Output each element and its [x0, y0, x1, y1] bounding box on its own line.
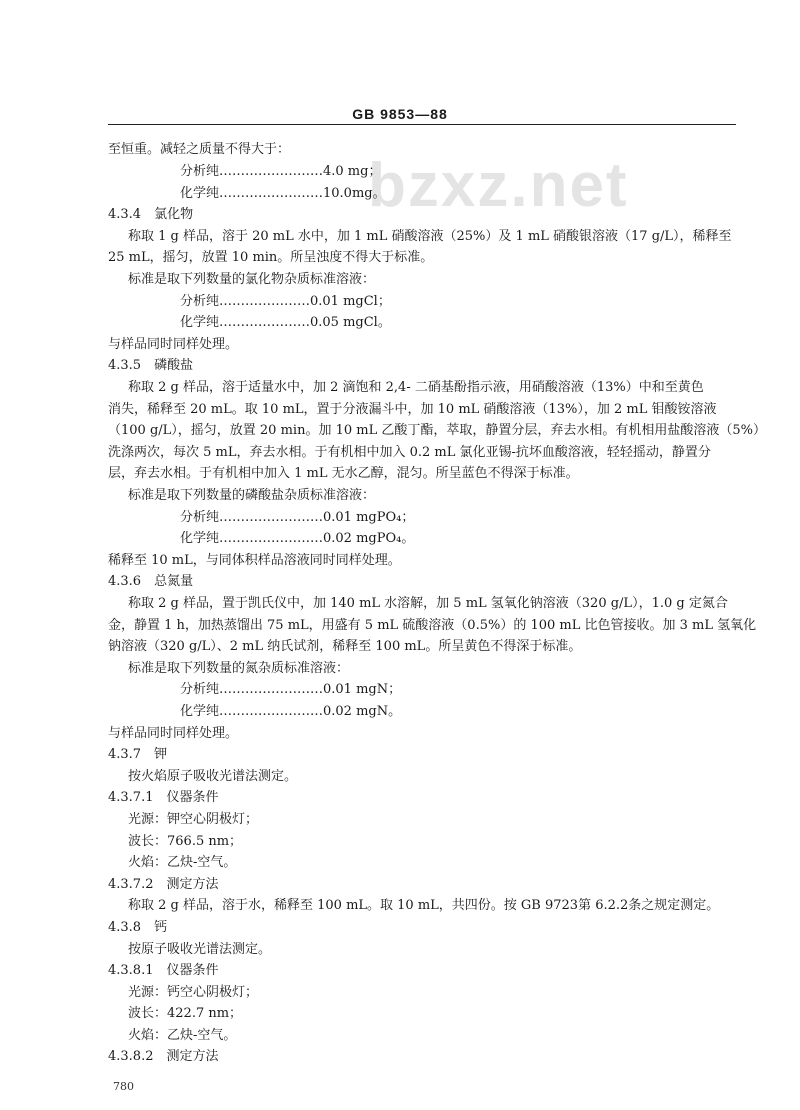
- text-line: 称取 2 g 样品，溶于水，稀释至 100 mL。取 10 mL，共四份。按 GB 9723第 6.2.2条之规定测定。: [128, 898, 720, 913]
- text-line: 分析纯……………………0.01 mgN；: [180, 682, 402, 697]
- text-line: 光源：钾空心阴极灯；: [128, 812, 259, 827]
- text-line: 火焰：乙炔-空气。: [128, 1028, 237, 1043]
- text-line: 波长：766.5 nm；: [128, 834, 243, 849]
- header-rule: [108, 124, 736, 125]
- text-line: 标准是取下列数量的磷酸盐杂质标准溶液：: [128, 488, 376, 503]
- text-line: 化学纯……………………0.02 mgN。: [180, 704, 402, 719]
- section-heading: 4.3.5 磷酸盐: [108, 358, 194, 373]
- page-number: 780: [113, 1080, 134, 1093]
- text-line: 称取 2 g 样品，溶于适量水中，加 2 滴饱和 2,4- 二硝基酚指示液，用硝酸溶液（13%）中和至黄色: [128, 380, 704, 395]
- text-line: 分析纯…………………0.01 mgCl；: [180, 294, 391, 309]
- text-line: 分析纯……………………4.0 mg；: [180, 164, 382, 179]
- section-heading: 4.3.8.2 测定方法: [108, 1049, 219, 1064]
- text-line: 至恒重。减轻之质量不得大于：: [108, 142, 291, 157]
- text-line: 标准是取下列数量的氮杂质标准溶液：: [128, 661, 350, 676]
- text-line: 层，弃去水相。于有机相中加入 1 mL 无水乙醇，混匀。所呈蓝色不得深于标准。: [108, 466, 579, 481]
- section-heading: 4.3.8.1 仪器条件: [108, 963, 219, 978]
- text-line: 称取 1 g 样品，溶于 20 mL 水中，加 1 mL 硝酸溶液（25%）及 1 mL 硝酸银溶液（17 g/L），稀释至: [128, 229, 732, 244]
- text-line: 钠溶液（320 g/L）、2 mL 纳氏试剂，稀释至 100 mL。所呈黄色不得深于标准。: [108, 639, 582, 654]
- section-heading: 4.3.6 总氮量: [108, 574, 194, 589]
- text-line: （100 g/L），摇匀，放置 20 min。加 10 mL 乙酸丁酯，萃取，静置分层，弃去水相。有机相用盐酸溶液（5%）: [108, 423, 766, 438]
- text-line: 光源：钙空心阴极灯；: [128, 985, 259, 1000]
- text-line: 称取 2 g 样品，置于凯氏仪中，加 140 mL 水溶解，加 5 mL 氢氧化钠溶液（320 g/L），1.0 g 定氮合: [128, 596, 728, 611]
- text-line: 25 mL，摇匀，放置 10 min。所呈浊度不得大于标准。: [108, 250, 434, 265]
- text-line: 稀释至 10 mL，与同体积样品溶液同时同样处理。: [108, 553, 401, 568]
- document-header-code: GB 9853—88: [352, 106, 448, 122]
- text-line: 与样品同时同样处理。: [108, 726, 239, 741]
- section-heading: 4.3.4 氯化物: [108, 207, 194, 222]
- text-line: 标准是取下列数量的氯化物杂质标准溶液：: [128, 272, 376, 287]
- text-line: 消失，稀释至 20 mL。取 10 mL，置于分液漏斗中，加 10 mL 硝酸溶液（13%），加 2 mL 钼酸铵溶液: [108, 402, 717, 417]
- text-line: 按火焰原子吸收光谱法测定。: [128, 769, 298, 784]
- text-line: 洗涤两次，每次 5 mL，弃去水相。于有机相中加入 0.2 mL 氯化亚锡-抗坏血酸溶液，轻轻摇动，静置分: [108, 445, 711, 460]
- section-heading: 4.3.8 钙: [108, 920, 168, 935]
- text-line: 化学纯……………………0.02 mgPO₄。: [180, 531, 415, 546]
- text-line: 与样品同时同样处理。: [108, 337, 239, 352]
- text-line: 化学纯……………………10.0mg。: [180, 186, 386, 201]
- watermark: bzxz.net: [368, 151, 629, 220]
- text-line: 按原子吸收光谱法测定。: [128, 942, 272, 957]
- text-line: 化学纯…………………0.05 mgCl。: [180, 315, 391, 330]
- section-heading: 4.3.7.2 测定方法: [108, 877, 219, 892]
- text-line: 分析纯……………………0.01 mgPO₄；: [180, 510, 415, 525]
- section-heading: 4.3.7 钾: [108, 747, 168, 762]
- text-line: 火焰：乙炔-空气。: [128, 855, 237, 870]
- section-heading: 4.3.7.1 仪器条件: [108, 790, 219, 805]
- text-line: 金，静置 1 h，加热蒸馏出 75 mL，用盛有 5 mL 硫酸溶液（0.5%）的 100 mL 比色管接收。加 3 mL 氢氧化: [108, 618, 757, 633]
- text-line: 波长：422.7 nm；: [128, 1006, 243, 1021]
